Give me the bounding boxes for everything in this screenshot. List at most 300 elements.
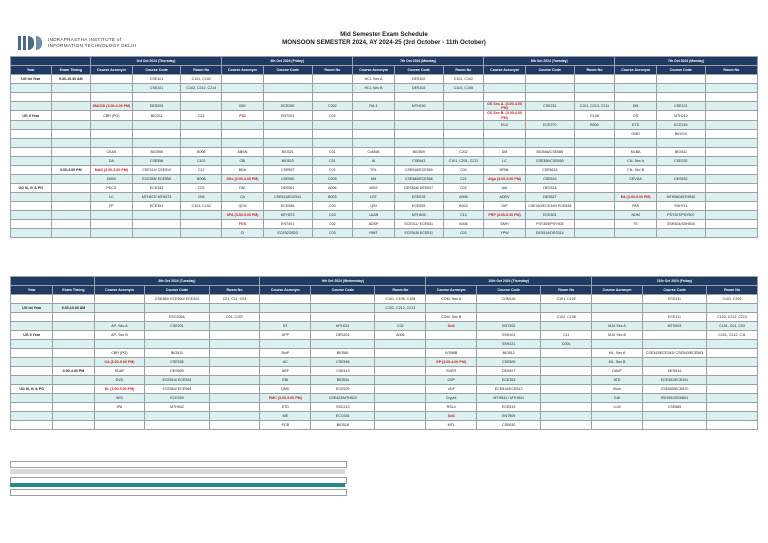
course-acronym-cell: ELD — [484, 120, 526, 129]
course-acronym-cell: L&AN — [353, 210, 395, 219]
course-code-cell: ECE451/ECE451 — [642, 376, 706, 385]
room-no-header: Room No — [312, 66, 353, 75]
course-acronym-cell: RA-1 — [353, 102, 395, 111]
course-acronym-cell — [615, 84, 657, 93]
course-code-cell — [311, 313, 375, 322]
course-code-cell — [657, 183, 706, 192]
room-cell: C01, C102 — [209, 313, 260, 322]
room-cell — [707, 304, 758, 313]
course-acronym-cell: PRP (3.00-5.30 PM) — [484, 210, 526, 219]
course-acronym-cell: ARF — [260, 367, 311, 376]
room-cell — [375, 412, 426, 421]
course-acronym-cell — [222, 129, 264, 138]
course-acronym-cell: FGS — [222, 219, 264, 228]
schedule-row — [11, 120, 758, 129]
room-cell — [574, 84, 615, 93]
course-acronym-cell — [94, 421, 145, 430]
year-cell — [11, 201, 52, 210]
course-acronym-cell: M-III Sec A — [592, 322, 643, 331]
room-cell — [209, 322, 260, 331]
course-code-cell: BIO546/CSE585 — [525, 147, 574, 156]
course-code-cell — [525, 111, 574, 120]
schedule-row — [11, 147, 758, 156]
course-code-cell — [642, 421, 706, 430]
course-acronym-cell — [94, 340, 145, 349]
course-code-cell: ENT909 — [477, 412, 541, 421]
course-code-cell: DES102 — [394, 84, 443, 93]
schedule-row — [11, 165, 758, 174]
course-acronym-cell — [592, 421, 643, 430]
room-cell: B006 — [181, 147, 222, 156]
course-code-cell: ECE311/ ECE531 — [394, 219, 443, 228]
room-cell: C102, C212, C214 — [181, 84, 222, 93]
course-acronym-cell — [484, 75, 526, 84]
course-code-cell: ECO301 — [311, 412, 375, 421]
year-cell — [11, 210, 52, 219]
room-cell — [375, 394, 426, 403]
course-acronym-cell: DM — [484, 147, 526, 156]
page-title — [0, 31, 768, 47]
course-acronym-cell — [592, 304, 643, 313]
course-code-cell: CSE665 — [642, 403, 706, 412]
course-code-cell: ECE250 — [263, 102, 312, 111]
room-cell — [541, 421, 592, 430]
course-code-cell — [657, 75, 706, 84]
room-cell — [375, 376, 426, 385]
course-code-cell: CSE557 — [263, 165, 312, 174]
room-cell — [209, 403, 260, 412]
course-acronym-cell — [484, 84, 526, 93]
course-acronym-cell: DMH — [484, 219, 526, 228]
year-cell: UG III, IV & PG — [11, 183, 52, 192]
year-cell — [11, 412, 53, 421]
room-cell — [541, 412, 592, 421]
room-cell: C102, C108 — [541, 313, 592, 322]
room-cell — [705, 210, 757, 219]
room-cell — [574, 228, 615, 237]
course-code-cell: CSE535 — [145, 358, 209, 367]
room-cell — [574, 129, 615, 138]
room-cell — [707, 358, 758, 367]
course-acronym-cell — [222, 120, 264, 129]
course-acronym-cell: FAE — [222, 183, 264, 192]
room-cell: C101, C102 — [541, 295, 592, 304]
room-cell: C101 — [181, 156, 222, 165]
room-cell — [707, 421, 758, 430]
course-code-cell: ECE539 — [145, 394, 209, 403]
room-cell: C101, C213, C211 — [574, 102, 615, 111]
schedule-row — [11, 385, 758, 394]
room-cell — [443, 111, 484, 120]
course-code-cell — [132, 93, 181, 102]
room-cell — [181, 138, 222, 147]
course-code-header: Course Code — [477, 286, 541, 295]
course-acronym-cell: GAI — [592, 394, 643, 403]
course-code-cell — [657, 228, 706, 237]
course-code-cell: DES205 — [132, 102, 181, 111]
course-code-cell — [477, 313, 541, 322]
room-cell: C02 — [443, 183, 484, 192]
course-code-header: Course Code — [132, 66, 181, 75]
course-code-cell — [394, 120, 443, 129]
course-acronym-cell — [94, 304, 145, 313]
course-acronym-cell — [91, 210, 133, 219]
course-acronym-cell: ML- Sec A — [592, 349, 643, 358]
course-code-header: Course Code — [525, 66, 574, 75]
course-acronym-cell: TDL — [353, 165, 395, 174]
course-code-header: Course Code — [263, 66, 312, 75]
room-cell — [705, 84, 757, 93]
course-code-cell — [132, 138, 181, 147]
course-acronym-cell: COM- Sec A — [426, 295, 477, 304]
course-code-cell: MTH203 — [642, 322, 706, 331]
course-code-cell: COM101 — [477, 295, 541, 304]
course-code-cell — [657, 138, 706, 147]
course-code-cell: PSY307/PSY507 — [657, 210, 706, 219]
course-code-cell: BIO511 — [145, 349, 209, 358]
timing-cell — [53, 313, 94, 322]
room-cell: C01, C11, C03 — [209, 295, 260, 304]
course-acronym-cell — [353, 93, 395, 102]
year-cell — [11, 313, 53, 322]
course-acronym-cell: DL (3.00-5.00 PM) — [94, 385, 145, 394]
timing-cell — [53, 340, 94, 349]
course-code-cell: ENT401 — [263, 219, 312, 228]
course-acronym-cell: ADSP — [353, 219, 395, 228]
course-acronym-cell: AC — [260, 358, 311, 367]
course-code-cell: DES514/DES314 — [525, 228, 574, 237]
year-cell: UG II Year — [11, 111, 52, 120]
course-acronym-cell: CN- Sec B — [615, 165, 657, 174]
room-cell — [574, 192, 615, 201]
course-acronym-cell: NT — [260, 322, 311, 331]
course-acronym-cell: IBoh — [592, 385, 643, 394]
course-acronym-cell: VDF — [426, 385, 477, 394]
room-cell — [375, 367, 426, 376]
room-cell — [312, 138, 353, 147]
year-cell: UG Ist Year — [11, 304, 53, 313]
room-cell — [443, 120, 484, 129]
course-acronym-cell: ATD — [592, 376, 643, 385]
schedule-row — [11, 313, 758, 322]
room-cell — [209, 385, 260, 394]
timing-cell — [53, 331, 94, 340]
course-acronym-header: Course Acronym — [592, 286, 643, 295]
course-acronym-cell — [91, 228, 133, 237]
course-acronym-cell: HCI- Sec B — [353, 84, 395, 93]
room-cell — [574, 201, 615, 210]
course-code-cell — [263, 120, 312, 129]
course-code-cell — [311, 340, 375, 349]
course-acronym-cell — [91, 219, 133, 228]
room-cell: C11 — [541, 331, 592, 340]
course-code-cell: BIO598 — [132, 147, 181, 156]
course-code-cell: ECE111 — [642, 313, 706, 322]
schedule-row — [11, 358, 758, 367]
course-code-cell — [394, 93, 443, 102]
course-code-cell: BIO211 — [132, 111, 181, 120]
course-acronym-cell: Crypt4 — [426, 394, 477, 403]
course-code-cell: ECE111 — [642, 295, 706, 304]
room-cell — [443, 138, 484, 147]
course-code-cell: BIO523 — [263, 156, 312, 165]
title-line1: Mid Semester Exam Schedule — [340, 31, 428, 38]
room-cell — [541, 403, 592, 412]
course-code-cell: CSE350/CSE650 — [525, 156, 574, 165]
timing-column-header: Exam Timing — [51, 66, 90, 75]
schedule-row — [11, 304, 758, 313]
timing-cell — [53, 322, 94, 331]
course-acronym-header: Course Acronym — [353, 66, 395, 75]
room-cell — [375, 421, 426, 430]
room-cell: C01 — [312, 156, 353, 165]
course-acronym-cell: DSc (3.00-4.00 PM) — [222, 174, 264, 183]
course-code-cell: BIO542 — [657, 147, 706, 156]
course-code-cell: MTH560/MTH540 — [657, 192, 706, 201]
course-code-cell: CSE423/MTH523 — [311, 394, 375, 403]
room-cell — [541, 367, 592, 376]
room-cell — [705, 174, 757, 183]
room-cell — [541, 376, 592, 385]
header-spacer — [11, 57, 91, 66]
course-acronym-cell: EP (3.00-4.00 PM) — [426, 358, 477, 367]
room-cell: C102, C108 — [443, 84, 484, 93]
course-acronym-cell: CBR (PG) — [91, 111, 133, 120]
course-acronym-cell — [91, 75, 133, 84]
course-acronym-cell: DS — [615, 111, 657, 120]
room-cell: C21 — [443, 174, 484, 183]
course-acronym-cell — [615, 75, 657, 84]
course-acronym-cell — [615, 183, 657, 192]
course-code-cell: ECE525 — [394, 201, 443, 210]
course-code-cell: ECE519 — [477, 403, 541, 412]
course-code-cell — [477, 304, 541, 313]
room-cell — [705, 138, 757, 147]
course-acronym-cell — [615, 228, 657, 237]
course-acronym-cell: ML- Sec B — [592, 358, 643, 367]
schedule-row — [11, 421, 758, 430]
room-cell: C101, C105, C108 — [375, 295, 426, 304]
course-acronym-header: Course Acronym — [94, 286, 145, 295]
course-acronym-cell: RSLo — [426, 403, 477, 412]
course-acronym-cell: DPP — [260, 331, 311, 340]
course-code-cell: CSE5614 — [525, 165, 574, 174]
course-code-cell: CSE460/ ECE500/ ECE404 — [145, 295, 209, 304]
room-cell — [181, 102, 222, 111]
course-acronym-cell: OS Sec B- (3.00-4.00 PM) — [484, 111, 526, 120]
room-cell — [705, 120, 757, 129]
course-acronym-cell: SoS — [426, 322, 477, 331]
room-cell — [574, 93, 615, 102]
room-cell — [574, 75, 615, 84]
course-code-cell: CSE619 — [525, 174, 574, 183]
course-code-cell: MTH542 — [145, 403, 209, 412]
schedule-row — [11, 192, 758, 201]
course-code-cell: SSH101 — [477, 331, 541, 340]
room-cell — [209, 358, 260, 367]
room-cell: B009 — [574, 120, 615, 129]
course-acronym-cell: DAVP — [592, 367, 643, 376]
course-acronym-cell: MAD (3.00-5.00 PM) — [91, 165, 133, 174]
room-cell — [541, 385, 592, 394]
course-code-cell: DES527 — [477, 367, 541, 376]
room-cell: C108 — [574, 111, 615, 120]
day-header: 7th Oct 2024 (Monday) — [615, 57, 758, 66]
year-cell — [11, 322, 53, 331]
room-no-header: Room No — [705, 66, 757, 75]
course-acronym-cell: BIO — [222, 102, 264, 111]
timing-cell — [53, 358, 94, 367]
room-cell — [375, 385, 426, 394]
room-cell — [181, 210, 222, 219]
course-acronym-cell: QCN — [222, 201, 264, 210]
timing-cell: 3.00-4.00 PM — [51, 165, 90, 174]
room-cell — [707, 367, 758, 376]
room-cell — [705, 102, 757, 111]
course-acronym-cell: AP- Sec B — [94, 331, 145, 340]
year-cell — [11, 219, 52, 228]
room-no-header: Room No — [443, 66, 484, 75]
room-cell: C101, C102 — [181, 75, 222, 84]
course-acronym-cell: TE — [615, 219, 657, 228]
room-cell: C02 — [312, 219, 353, 228]
course-code-cell: PSY305/PSY505 — [525, 219, 574, 228]
timing-cell — [51, 183, 90, 192]
course-code-cell: SSH711 — [657, 201, 706, 210]
course-acronym-cell — [484, 138, 526, 147]
course-code-cell: ECE351 — [132, 201, 181, 210]
course-code-cell: DES505 — [145, 367, 209, 376]
course-code-cell: ECE514/ ECE534 — [145, 376, 209, 385]
timing-cell: 3.00-4.00 PM — [53, 367, 94, 376]
room-no-header: Room No — [541, 286, 592, 295]
course-code-cell: ECE578 — [394, 192, 443, 201]
room-cell — [705, 111, 757, 120]
course-code-cell: CSE509 — [477, 358, 541, 367]
institute-name-line1: INDRAPRASTHA INSTITUTE of — [48, 37, 122, 42]
course-acronym-cell: EBI — [260, 376, 311, 385]
room-cell — [574, 165, 615, 174]
course-acronym-header: Course Acronym — [615, 66, 657, 75]
course-acronym-cell: CI — [222, 228, 264, 237]
course-code-cell: MTH572/ MTH573 — [132, 192, 181, 201]
room-cell — [375, 358, 426, 367]
course-code-cell: MTH240 — [394, 102, 443, 111]
course-code-cell — [525, 75, 574, 84]
day-header: 11th Oct 2024 (Friday) — [592, 277, 758, 286]
schedule-row — [11, 210, 758, 219]
year-cell — [11, 174, 52, 183]
course-code-cell: DES527 — [525, 192, 574, 201]
course-acronym-cell: HCI- Sec A — [353, 75, 395, 84]
footer-row — [10, 483, 345, 487]
course-acronym-cell: PMC (3.00-5.00 PM) — [260, 394, 311, 403]
course-code-cell: DES102 — [394, 75, 443, 84]
room-cell — [574, 147, 615, 156]
year-cell — [11, 228, 52, 237]
timing-cell: 9.30-10.30 AM — [53, 304, 94, 313]
timing-cell — [51, 93, 90, 102]
year-cell — [11, 120, 52, 129]
day-header: 9th Oct 2024 (Wednesday) — [260, 277, 426, 286]
course-acronym-cell — [353, 111, 395, 120]
course-code-cell: CSE101 — [132, 84, 181, 93]
year-cell — [11, 421, 53, 430]
course-acronym-header: Course Acronym — [260, 286, 311, 295]
course-code-cell: CSE231 — [525, 102, 574, 111]
schedule-table-week1 — [10, 56, 758, 238]
schedule-table-week2 — [10, 276, 758, 430]
course-acronym-cell — [91, 129, 133, 138]
course-code-cell — [394, 111, 443, 120]
course-code-cell: SSH591/SSH591 — [642, 394, 706, 403]
course-acronym-cell: ETD — [260, 403, 311, 412]
room-cell — [209, 340, 260, 349]
course-acronym-cell — [260, 313, 311, 322]
course-acronym-cell: DMIS — [91, 174, 133, 183]
room-cell: C03 — [312, 228, 353, 237]
room-cell — [209, 349, 260, 358]
room-cell: C102, C212, C213 — [375, 304, 426, 313]
timing-cell — [51, 120, 90, 129]
course-code-cell: CSE201 — [145, 322, 209, 331]
schedule-row — [11, 75, 758, 84]
course-acronym-cell: GMD — [615, 129, 657, 138]
title-line2: MONSOON SEMESTER 2024, AY 2024-25 (3rd October - 11th October) — [282, 39, 486, 46]
course-acronym-cell — [91, 138, 133, 147]
year-cell — [11, 358, 53, 367]
year-column-header: Year — [11, 286, 53, 295]
course-acronym-cell — [222, 84, 264, 93]
room-cell: C03 — [443, 228, 484, 237]
course-acronym-cell: ETD — [615, 120, 657, 129]
room-cell: C001 — [541, 340, 592, 349]
course-code-header: Course Code — [394, 66, 443, 75]
schedule-row — [11, 201, 758, 210]
course-code-cell: BIO512 — [477, 349, 541, 358]
course-code-cell: DES514 — [642, 367, 706, 376]
timing-cell — [53, 385, 94, 394]
course-code-cell — [394, 138, 443, 147]
course-code-cell: BIO534 — [311, 376, 375, 385]
course-code-cell: MTH373 — [263, 210, 312, 219]
schedule-row — [11, 412, 758, 421]
course-acronym-cell — [222, 93, 264, 102]
course-code-cell — [642, 412, 706, 421]
course-code-header: Course Code — [311, 286, 375, 295]
footer-row — [10, 489, 347, 496]
schedule-row — [11, 295, 758, 304]
room-cell — [705, 219, 757, 228]
room-cell — [209, 331, 260, 340]
timing-cell — [51, 156, 90, 165]
room-cell: C101, C201 — [707, 295, 758, 304]
schedule-row — [11, 349, 758, 358]
room-cell — [443, 102, 484, 111]
course-acronym-cell — [260, 295, 311, 304]
course-acronym-cell: QIN — [353, 201, 395, 210]
room-no-header: Room No — [181, 66, 222, 75]
day-header: 7th Oct 2024 (Monday) — [353, 57, 484, 66]
course-code-cell: ECE529 — [311, 385, 375, 394]
course-code-cell — [145, 331, 209, 340]
course-code-cell: ECE343 — [132, 183, 181, 192]
schedule-row — [11, 138, 758, 147]
course-code-cell: BIO210 — [657, 129, 706, 138]
course-code-cell — [525, 84, 574, 93]
course-acronym-cell: P33 — [222, 111, 264, 120]
room-cell — [707, 412, 758, 421]
